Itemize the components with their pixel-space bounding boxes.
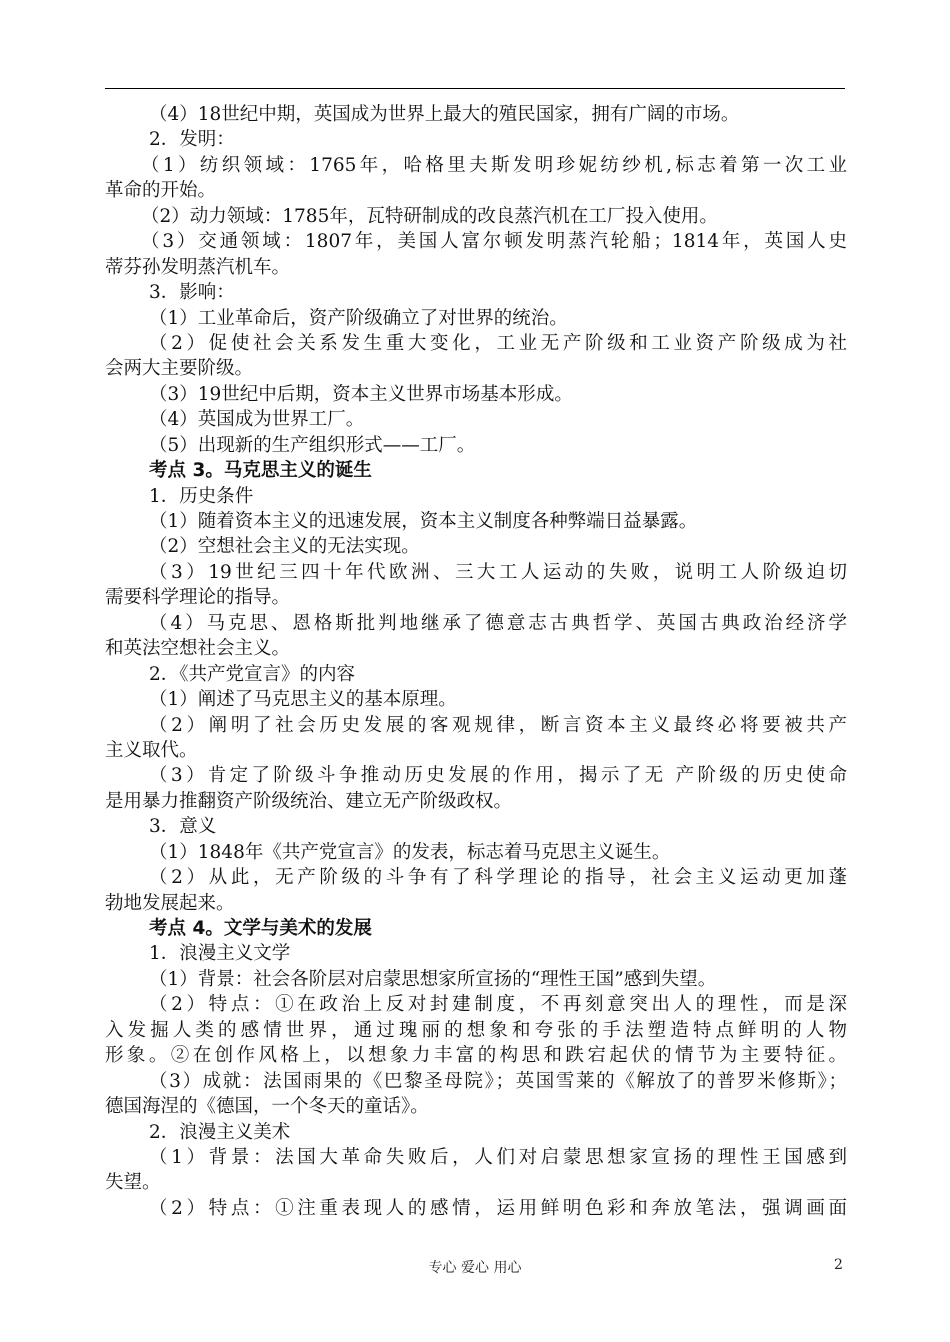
- section-heading: 考点 3。马克思主义的诞生: [149, 460, 372, 482]
- text-line: （2）空想社会主义的无法实现。: [149, 536, 420, 558]
- text-line: （2）促使社会关系发生重大变化，工业无产阶级和工业资产阶级成为社: [149, 332, 847, 354]
- text-line: 是用暴力推翻资产阶级统治、建立无产阶级政权。: [105, 790, 513, 812]
- text-line: （1）纺织领域：1765年，哈格里夫斯发明珍妮纺纱机,标志着第一次工业: [141, 154, 847, 176]
- document-body: [105, 102, 847, 1221]
- text-line: 勃地发展起来。: [105, 892, 235, 914]
- text-line: （2）从此，无产阶级的斗争有了科学理论的指导，社会主义运动更加蓬: [149, 867, 847, 889]
- text-line: （1）阐述了马克思主义的基本原理。: [149, 689, 457, 711]
- text-line: 和英法空想社会主义。: [105, 638, 291, 660]
- text-line: 2．《共产党宣言》的内容: [149, 663, 356, 685]
- text-line: （4）英国成为世界工厂。: [149, 409, 365, 431]
- text-line: （3）肯定了阶级斗争推动历史发展的作用，揭示了无 产阶级的历史使命: [149, 765, 847, 787]
- text-line: （4）18世纪中期，英国成为世界上最大的殖民国家，拥有广阔的市场。: [149, 104, 740, 125]
- text-line: 1．浪漫主义文学: [149, 943, 291, 965]
- text-line: （5）出现新的生产组织形式——工厂。: [149, 434, 476, 456]
- text-line: （3）19世纪三四十年代欧洲、三大工人运动的失败，说明工人阶级迫切: [149, 561, 847, 583]
- text-line: （1）工业革命后，资产阶级确立了对世界的统治。: [149, 307, 568, 329]
- text-line: 革命的开始。: [105, 180, 217, 202]
- text-line: （2）特点：①在政治上反对封建制度，不再刻意突出人的理性，而是深: [149, 994, 847, 1016]
- text-line: 需要科学理论的指导。: [105, 587, 291, 609]
- text-line: 3．意义: [149, 816, 217, 838]
- text-line: （3）成就：法国雨果的《巴黎圣母院》；英国雪莱的《解放了的普罗米修斯》；: [149, 1070, 847, 1092]
- text-line: （1）背景：法国大革命失败后，人们对启蒙思想家宣扬的理性王国感到: [149, 1146, 847, 1168]
- text-line: 入发掘人类的感情世界，通过瑰丽的想象和夸张的手法塑造特点鲜明的人物: [105, 1019, 847, 1041]
- text-line: 德国海涅的《德国，一个冬天的童话》。: [105, 1096, 429, 1118]
- page-number: 2: [834, 1257, 843, 1273]
- text-line: （4）马克思、恩格斯批判地继承了德意志古典哲学、英国古典政治经济学: [149, 612, 847, 634]
- text-line: 蒂芬孙发明蒸汽机车。: [105, 256, 291, 278]
- text-line: （2）阐明了社会历史发展的客观规律，断言资本主义最终必将要被共产: [149, 714, 847, 736]
- section-heading: 考点 4。文学与美术的发展: [149, 918, 372, 939]
- text-line: 会两大主要阶级。: [105, 358, 254, 380]
- page-footer: 专心 爱心 用心: [428, 1260, 522, 1276]
- text-line: 2．发明：: [149, 129, 235, 151]
- text-line: 3．影响：: [149, 282, 235, 304]
- text-line: （3）19世纪中后期，资本主义世界市场基本形成。: [149, 383, 573, 405]
- text-line: （1）1848年《共产党宣言》的发表，标志着马克思主义诞生。: [149, 841, 671, 863]
- text-line: （3）交通领域：1807年，美国人富尔顿发明蒸汽轮船；1814年，英国人史: [141, 231, 847, 253]
- text-line: 主义取代。: [105, 739, 198, 761]
- text-line: 形象。②在创作风格上，以想象力丰富的构思和跌宕起伏的情节为主要特征。: [105, 1045, 847, 1067]
- header-rule: [105, 88, 845, 89]
- text-line: （2）特点：①注重表现人的感情，运用鲜明色彩和奔放笔法，强调画面: [149, 1197, 847, 1219]
- text-line: 1．历史条件: [149, 485, 254, 507]
- text-line: （1）随着资本主义的迅速发展，资本主义制度各种弊端日益暴露。: [149, 511, 698, 532]
- text-line: 失望。: [105, 1172, 161, 1194]
- text-line: 2．浪漫主义美术: [149, 1121, 291, 1143]
- text-line: （1）背景：社会各阶层对启蒙思想家所宣扬的“理性王国”感到失望。: [149, 968, 717, 990]
- text-line: （2）动力领域：1785年，瓦特研制成的改良蒸汽机在工厂投入使用。: [141, 205, 718, 227]
